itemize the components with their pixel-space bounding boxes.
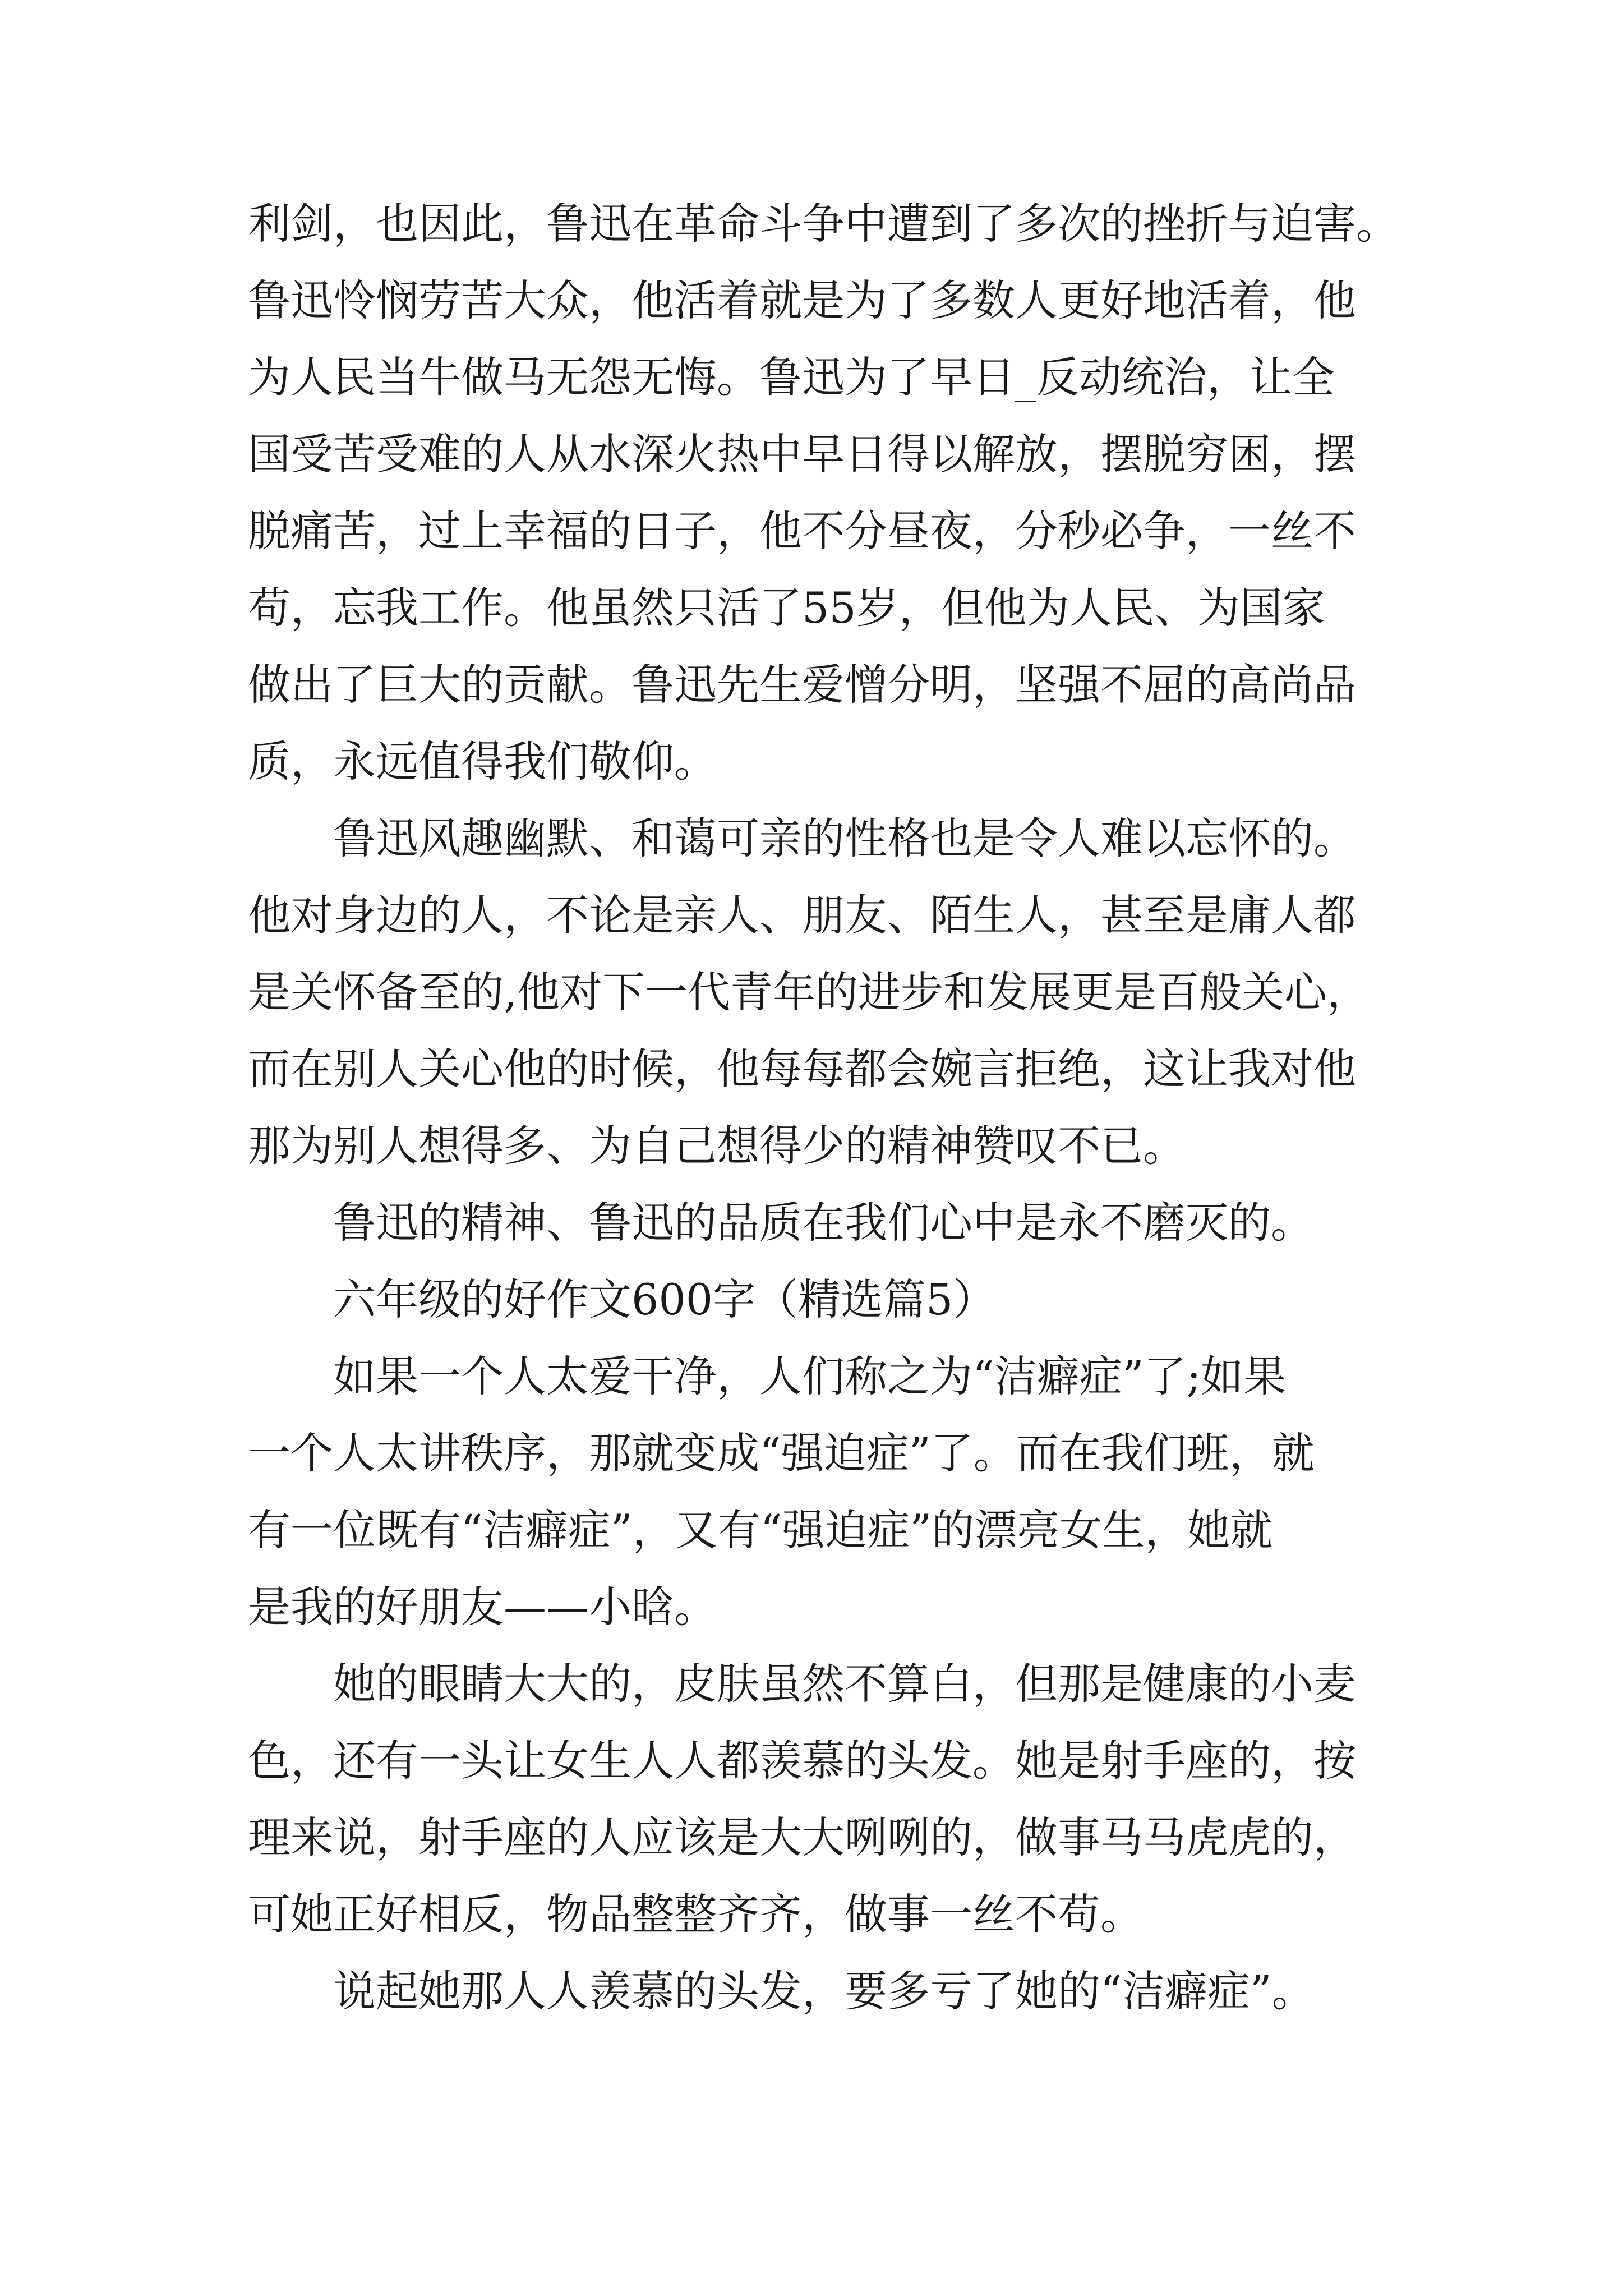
text-line: 可她正好相反，物品整整齐齐，做事一丝不苟。 (248, 1889, 1143, 1939)
text-line: 理来说，射手座的人应该是大大咧咧的，做事马马虎虎的， (248, 1812, 1356, 1862)
section-heading: 六年级的好作文600字（精选篇5） (333, 1274, 996, 1324)
text-line: 色，还有一头让女生人人都羡慕的头发。她是射手座的，按 (248, 1736, 1356, 1786)
text-line: 利剑，也因此，鲁迅在革命斗争中遭到了多次的挫折与迫害。 (248, 199, 1399, 249)
text-line: 国受苦受难的人从水深火热中早日得以解放，摆脱穷困，摆 (248, 429, 1356, 479)
paragraph-start-line: 如果一个人太爱干净，人们称之为“洁癖症”了;如果 (333, 1351, 1287, 1401)
text-line: 有一位既有“洁癖症”，又有“强迫症”的漂亮女生，她就 (248, 1505, 1273, 1555)
text-line: 是我的好朋友——小晗。 (248, 1582, 717, 1632)
text-line: 一个人太讲秩序，那就变成“强迫症”了。而在我们班，就 (248, 1428, 1315, 1478)
paragraph-start-line: 鲁迅的精神、鲁迅的品质在我们心中是永不磨灭的。 (333, 1198, 1313, 1248)
text-line: 那为别人想得多、为自己想得少的精神赞叹不已。 (248, 1121, 1186, 1171)
text-line: 脱痛苦，过上幸福的日子，他不分昼夜，分秒必争，一丝不 (248, 506, 1356, 556)
text-line: 是关怀备至的,他对下一代青年的进步和发展更是百般关心， (248, 967, 1370, 1017)
text-line: 苟，忘我工作。他虽然只活了55岁，但他为人民、为国家 (248, 583, 1325, 633)
text-line: 为人民当牛做马无怨无悔。鲁迅为了早日_反动统治，让全 (248, 352, 1335, 402)
text-line: 鲁迅怜悯劳苦大众，他活着就是为了多数人更好地活着，他 (248, 275, 1356, 325)
document-body (248, 185, 1426, 2030)
paragraph-start-line: 鲁迅风趣幽默、和蔼可亲的性格也是令人难以忘怀的。 (333, 813, 1356, 863)
text-line: 而在别人关心他的时候，他每每都会婉言拒绝，这让我对他 (248, 1044, 1356, 1094)
text-line: 质，永远值得我们敬仰。 (248, 737, 717, 786)
text-line: 他对身边的人，不论是亲人、朋友、陌生人，甚至是庸人都 (248, 890, 1356, 940)
text-line: 做出了巨大的贡献。鲁迅先生爱憎分明，坚强不屈的高尚品 (248, 660, 1356, 710)
paragraph-start-line: 说起她那人人羡慕的头发，要多亏了她的“洁癖症”。 (333, 1966, 1315, 2016)
paragraph-start-line: 她的眼睛大大的，皮肤虽然不算白，但那是健康的小麦 (333, 1659, 1356, 1709)
